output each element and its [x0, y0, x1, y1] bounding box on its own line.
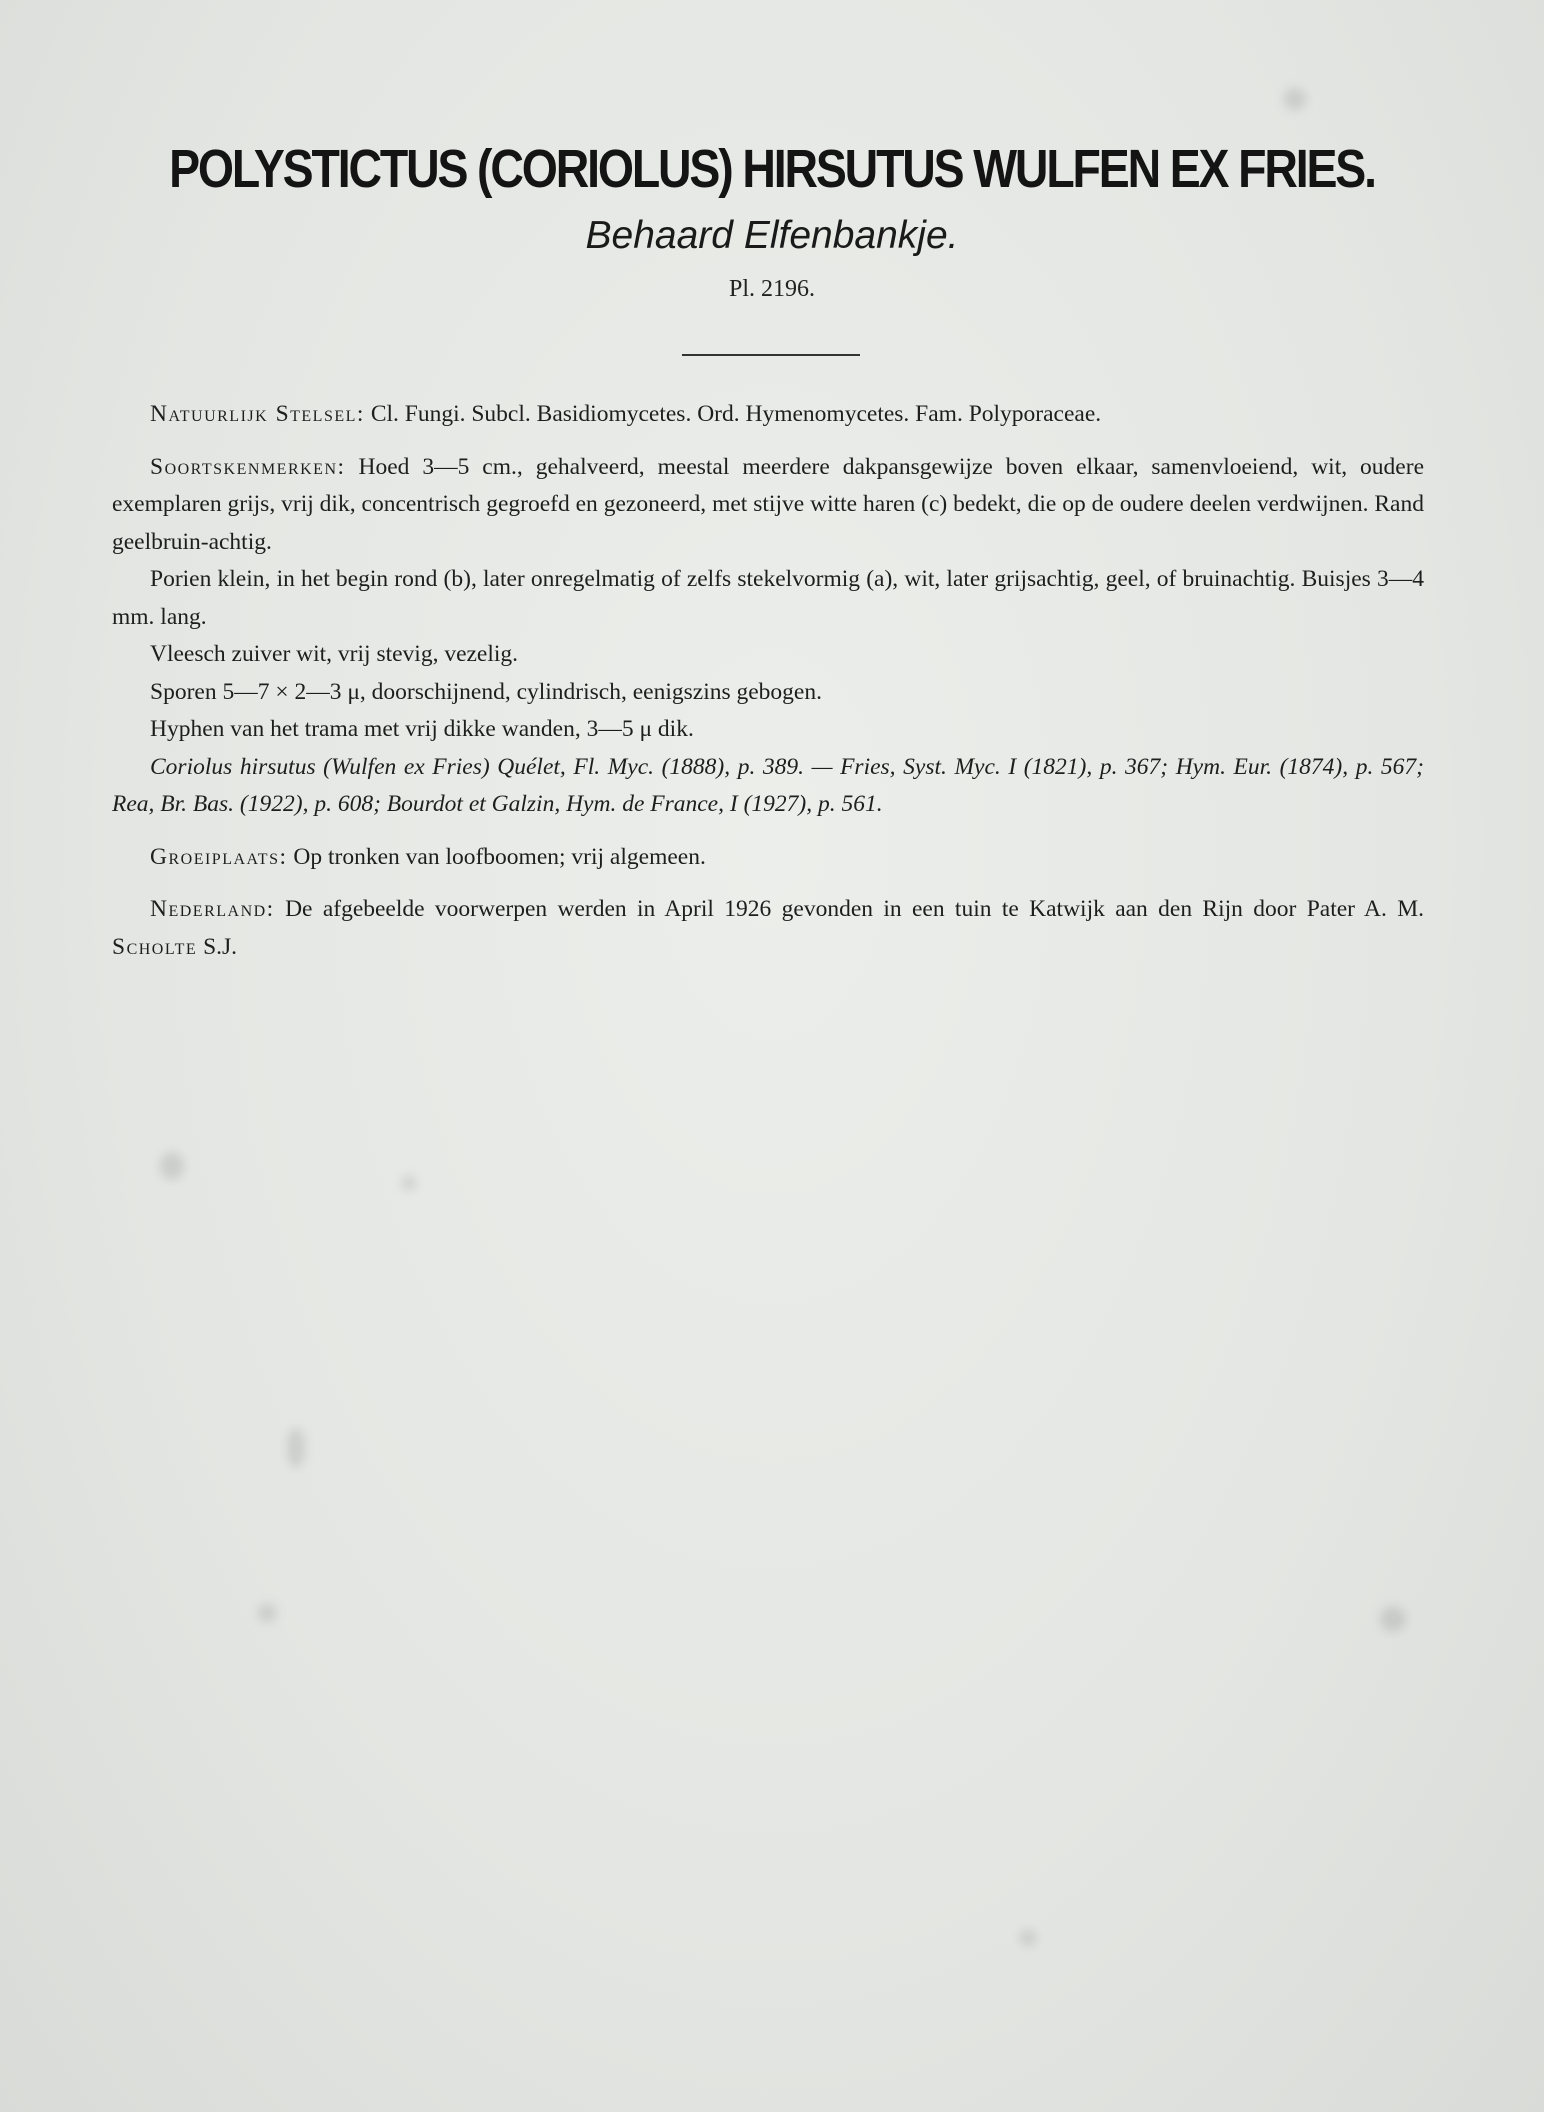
paper-spot [1284, 88, 1306, 110]
plate-number: Pl. 2196. [728, 276, 815, 302]
porien-paragraph: Porien klein, in het begin rond (b), later onregelmatig of zelfs stekelvormig (a), wit, later grijsachtig, geel, of bruinachtig. Buisjes 3—4 mm. lang. [112, 566, 1424, 630]
paper-spot [258, 1604, 276, 1622]
natuurlijk-stelsel-text: Cl. Fungi. Subcl. Basidiomycetes. Ord. Hymenomycetes. Fam. Polyporaceae. [364, 401, 1102, 427]
nederland-text-end: S.J. [197, 933, 238, 960]
groeiplaats-label: Groeiplaats: [150, 843, 288, 870]
nederland-text: De afgebeelde voorwerpen werden in April 1926 gevonden in een tuin te Katwijk aan den Rijn door Pater A. M. [274, 896, 1424, 922]
sporen-paragraph: Sporen 5—7 × 2—3 μ, doorschijnend, cylindrisch, eenigszins gebogen. [150, 678, 822, 705]
nederland-paragraph [112, 891, 1424, 966]
literature-paragraph: Coriolus hirsutus (Wulfen ex Fries) Quélet, Fl. Myc. (1888), p. 389. — Fries, Syst. Myc. I (1821), p. 367; Hym. Eur. (1874), p. 567; Rea, Br. Bas. (1922), p. 608; Bourdot et Galzin, Hym. de France, I (1927), p. 561. [112, 753, 1424, 817]
paper-spot [402, 1176, 416, 1190]
natuurlijk-stelsel-paragraph [112, 396, 1424, 434]
collector-name: Scholte [112, 933, 198, 960]
paper-spot [1020, 1930, 1036, 1946]
title-rule [682, 354, 860, 356]
natuurlijk-stelsel-label: Natuurlijk Stelsel: [150, 401, 365, 427]
soortskenmerken-paragraph [112, 449, 1424, 562]
groeiplaats-text: Op tronken van loofboomen; vrij algemeen. [287, 843, 706, 870]
soortskenmerken-text: Hoed 3—5 cm., gehalveerd, meestal meerdere dakpansgewijze boven elkaar, samenvloeiend, wit, oudere exemplaren grijs, vrij dik, concentrisch gegroefd en gezoneerd, met stijve witte haren (c) bedekt, die op de oudere deelen verdwijnen. Rand geelbruin-achtig. [112, 453, 1424, 555]
paper-spot [160, 1152, 184, 1180]
vleesch-paragraph: Vleesch zuiver wit, vrij stevig, vezelig. [150, 641, 519, 667]
description-body [112, 396, 1424, 966]
nederland-label: Nederland: [150, 896, 275, 922]
soortskenmerken-label: Soortskenmerken: [150, 453, 346, 480]
groeiplaats-paragraph [112, 839, 1424, 877]
page-subtitle: Behaard Elfenbankje. [585, 214, 959, 257]
paper-spot [1380, 1606, 1406, 1632]
page-title: POLYSTICTUS (CORIOLUS) HIRSUTUS WULFEN EX FRIES. [169, 139, 1375, 199]
hyphen-paragraph: Hyphen van het trama met vrij dikke wanden, 3—5 μ dik. [150, 716, 694, 742]
paper-spot [287, 1428, 305, 1468]
